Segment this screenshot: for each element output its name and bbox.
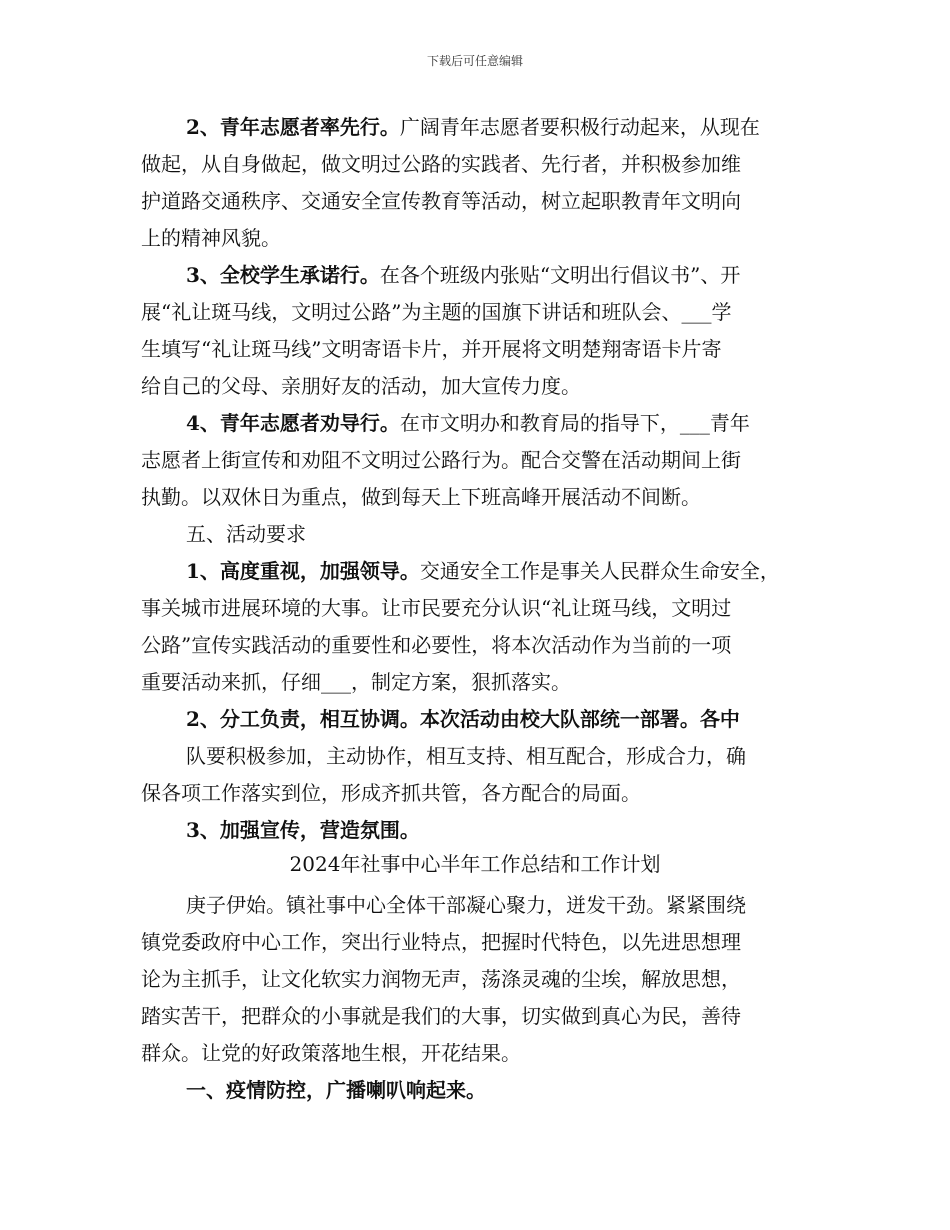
section-heading: 五、活动要求 (186, 522, 306, 546)
paragraph-line: 3、加强宣传，营造氛围。 (186, 818, 420, 842)
paragraph-line: 上的精神风貌。 (141, 226, 281, 250)
paragraph-lead: 4、青年志愿者劝导行。 (186, 411, 400, 435)
paragraph-lead: 1、高度重视，加强领导。 (186, 559, 420, 583)
paragraph-line: 2、分工负责，相互协调。本次活动由校大队部统一部署。各中 (186, 707, 740, 731)
paragraph-line: 保各项工作落实到位，形成齐抓共管，各方配合的局面。 (141, 781, 641, 805)
document-title: 2024年社事中心半年工作总结和工作计划 (289, 852, 661, 876)
paragraph-line: 庚子伊始。镇社事中心全体干部凝心聚力，迸发干劲。紧紧围绕 (186, 893, 746, 917)
paragraph-text: 在各个班级内张贴“文明出行倡议书”、开 (379, 263, 741, 287)
paragraph-line: 志愿者上街宣传和劝阻不文明过公路行为。配合交警在活动期间上街 (141, 448, 741, 472)
paragraph-line: 护道路交通秩序、交通安全宣传教育等活动，树立起职教青年文明向 (141, 189, 741, 213)
paragraph-line: 队要积极参加，主动协作，相互支持、相互配合，形成合力，确 (186, 744, 746, 768)
paragraph-line: 踏实苦干，把群众的小事就是我们的大事，切实做到真心为民，善待 (141, 1004, 741, 1028)
paragraph-text: 广阔青年志愿者要积极行动起来，从现在 (399, 115, 760, 139)
paragraph-text: 交通安全工作是事关人民群众生命安全， (419, 559, 780, 583)
paragraph-line: 事关城市进展环境的大事。让市民要充分认识“礼让斑马线，文明过 (141, 596, 732, 620)
paragraph-line: 论为主抓手，让文化软实力润物无声，荡涤灵魂的尘埃，解放思想， (141, 967, 741, 991)
paragraph-line: 群众。让党的好政策落地生根，开花结果。 (141, 1041, 521, 1065)
paragraph-line: 做起，从自身做起，做文明过公路的实践者、先行者，并积极参加维 (141, 152, 741, 176)
paragraph-lead: 3、全校学生承诺行。 (186, 263, 380, 287)
paragraph-lead: 2、青年志愿者率先行。 (186, 115, 400, 139)
paragraph-line (186, 263, 740, 287)
paragraph-line: 展“礼让斑马线，文明过公路”为主题的国旗下讲话和班队会、___学 (141, 300, 732, 324)
paragraph-line: 公路”宣传实践活动的重要性和必要性，将本次活动作为当前的一项 (141, 633, 732, 657)
paragraph-line: 重要活动来抓，仔细___，制定方案，狠抓落实。 (141, 670, 571, 694)
paragraph-text: 在市文明办和教育局的指导下，___青年 (399, 411, 750, 435)
paragraph-line: 生填写“礼让斑马线”文明寄语卡片，并开展将文明楚翔寄语卡片寄 (141, 337, 722, 361)
paragraph-line (186, 559, 780, 583)
paragraph-line (186, 115, 760, 139)
paragraph-line (186, 411, 750, 435)
paragraph-line: 给自己的父母、亲朋好友的活动，加大宣传力度。 (141, 374, 581, 398)
section-heading: 一、疫情防控，广播喇叭响起来。 (186, 1078, 486, 1102)
page-header: 下载后可任意编辑 (426, 54, 523, 68)
paragraph-line: 镇党委政府中心工作，突出行业特点，把握时代特色，以先进思想理 (141, 930, 741, 954)
paragraph-line: 执勤。以双休日为重点，做到每天上下班高峰开展活动不间断。 (141, 485, 701, 509)
